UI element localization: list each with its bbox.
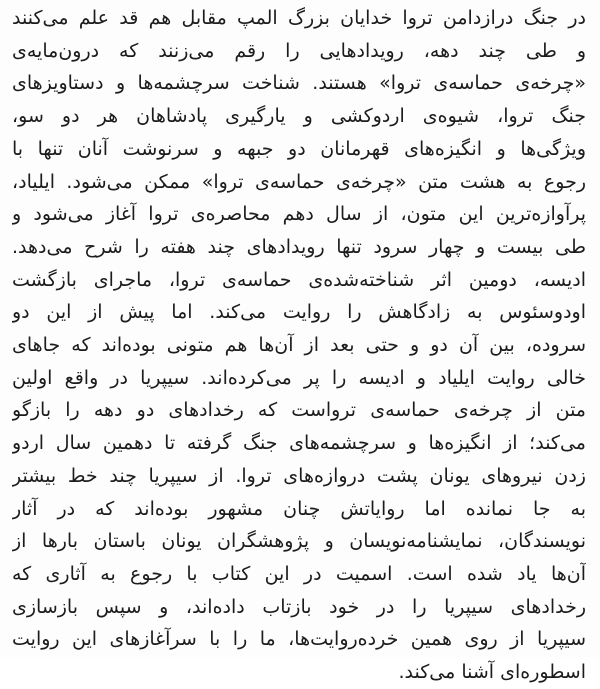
text-line: سیپریا از روی همین خرده‌روایت‌ها، ما را با سرآغازهای این روایت (12, 628, 586, 651)
text-line: جنگ تروا، شیوه‌ی اردوکشی و یارگیری پادشاهان هر دو سو، (12, 105, 586, 128)
text-line: نویسندگان، نمایشنامه‌نویسان و پژوهشگران یونان باستان بارها از (12, 530, 586, 553)
text-line: ویژگی‌ها و انگیزه‌های قهرمانان دو جبهه و سرنوشت آنان تنها با (12, 137, 586, 160)
text-line: پرآوازه‌ترین این متون، از سال دهم محاصره‌ی تروا آغاز می‌شود و (12, 203, 586, 226)
text-line: خالی روایت ایلیاد و ادیسه را پر می‌کرده‌اند. سیپریا در واقع اولین (12, 366, 586, 389)
text-line: رخدادهای سیپریا را در خود بازتاب داده‌اند، و سپس بازسازی (12, 595, 586, 618)
text-line: آن‌ها یاد شده است. اسمیت در این کتاب با رجوع به آثاری که (12, 562, 586, 585)
text-line: اسطوره‌ای آشنا می‌کند. (398, 661, 586, 684)
text-line: سروده، بین آن دو و حتی بعد از آن‌ها هم متونی بوده‌اند که جاهای (12, 334, 586, 357)
text-line: طی بیست و چهار سرود تنها رویدادهای چند هفته را شرح می‌دهد. (12, 235, 586, 258)
text-line: رجوع به هشت متن «چرخه‌ی حماسه‌ی تروا» ممکن می‌شود. ایلیاد، (12, 170, 586, 193)
text-line: ادیسه، دومین اثر شناخته‌شده‌ی حماسه‌ی تروا، ماجرای بازگشت (12, 268, 586, 291)
text-line: اودوسئوس به زادگاهش را روایت می‌کند. اما پیش از این دو (12, 301, 586, 324)
text-line: زدن نیروهای یونان پشت دروازه‌های تروا. از سیپریا چند خط بیشتر (12, 464, 586, 487)
text-line: در جنگ درازدامن تروا خدایان بزرگ المپ مقابل هم قد علم می‌کنند (12, 7, 586, 29)
text-line: به جا نمانده اما روایاتش چنان مشهور بوده‌اند که در آثار (12, 497, 586, 520)
text-line: «چرخه‌ی حماسه‌ی تروا» هستند. شناخت سرچشمه‌ها و دستاویزهای (12, 72, 586, 95)
body-paragraph (12, 0, 586, 689)
text-line: و طی چند دهه، رویدادهایی را رقم می‌زنند که درون‌مایه‌ی (12, 39, 586, 62)
text-line: می‌کند؛ از انگیزه‌ها و سرچشمه‌های جنگ گرفته تا دهمین سال اردو (12, 432, 586, 455)
text-line: متن از چرخه‌ی حماسه‌ی ترواست که رخدادهای دو دهه را بازگو (12, 399, 586, 422)
